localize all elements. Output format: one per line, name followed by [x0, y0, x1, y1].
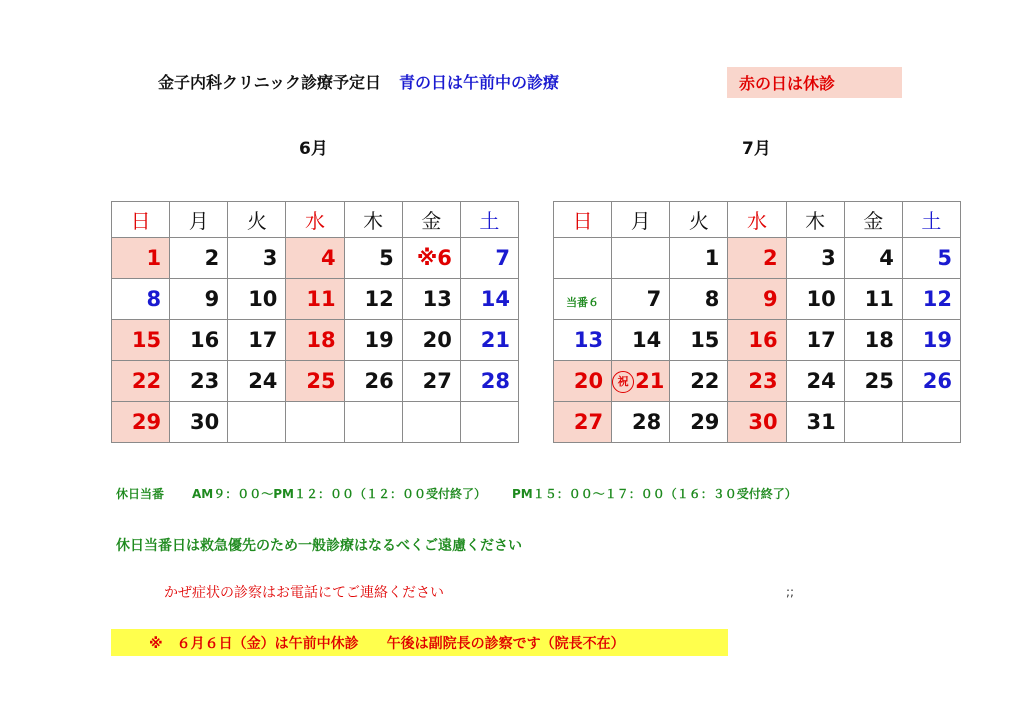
day-cell: 20 — [554, 361, 612, 402]
june-calendar — [111, 201, 519, 443]
weekday-sun: 日 — [554, 202, 612, 238]
day-cell: 4 — [286, 238, 344, 279]
day-cell-empty — [612, 238, 670, 279]
june6-highlight-box — [111, 629, 728, 656]
day-cell: 29 — [670, 402, 728, 443]
stray-semicolons: ;; — [786, 585, 795, 599]
day-cell: 22 — [112, 361, 170, 402]
day-cell: 26 — [902, 361, 960, 402]
july-week-5 — [554, 402, 961, 443]
cold-symptom-notice: かぜ症状の診察はお電話にてご連絡ください — [164, 585, 444, 601]
day-cell-empty — [554, 238, 612, 279]
day-cell-empty — [902, 402, 960, 443]
day-cell: 22 — [670, 361, 728, 402]
day-cell: 13 — [554, 320, 612, 361]
day-cell: 5 — [902, 238, 960, 279]
day-cell: 12 — [902, 279, 960, 320]
day-cell: 8 — [112, 279, 170, 320]
weekday-fri: 金 — [844, 202, 902, 238]
duty-am-hours: AM９：００～PM１２：００（１２：００受付終了） — [192, 487, 486, 501]
weekday-sat: 土 — [460, 202, 518, 238]
day-cell: 27 — [554, 402, 612, 443]
day-cell-empty — [228, 402, 286, 443]
day-cell: 1 — [112, 238, 170, 279]
day-cell: 10 — [786, 279, 844, 320]
day-cell: 30 — [728, 402, 786, 443]
weekday-tue: 火 — [670, 202, 728, 238]
day-cell: 19 — [902, 320, 960, 361]
day-cell-note — [402, 238, 460, 279]
duty-day-notice: 休日当番日は救急優先のため一般診療はなるべくご遠慮ください — [116, 538, 522, 554]
day-cell: 19 — [344, 320, 402, 361]
day-cell: 7 — [612, 279, 670, 320]
day-cell: 18 — [286, 320, 344, 361]
day-cell-empty — [402, 402, 460, 443]
day-cell: 29 — [112, 402, 170, 443]
day-cell: 28 — [460, 361, 518, 402]
july-calendar — [553, 201, 961, 443]
day-cell: 18 — [844, 320, 902, 361]
day-cell: 24 — [228, 361, 286, 402]
weekday-thu: 木 — [786, 202, 844, 238]
holiday-duty-hours — [116, 485, 797, 502]
day-cell: 10 — [228, 279, 286, 320]
june-title: 6月 — [299, 139, 328, 159]
day-cell: 11 — [844, 279, 902, 320]
day-cell: 14 — [612, 320, 670, 361]
day-cell: 28 — [612, 402, 670, 443]
day-cell: 30 — [170, 402, 228, 443]
june-week-1 — [112, 238, 519, 279]
red-day-note: 赤の日は休診 — [739, 74, 836, 93]
july-week-2 — [554, 279, 961, 320]
duty-pm-hours: PM１５：００～１７：００（１６：３０受付終了） — [511, 487, 797, 501]
weekday-thu: 木 — [344, 202, 402, 238]
weekday-sat: 土 — [902, 202, 960, 238]
day-cell-empty — [286, 402, 344, 443]
day-cell: 3 — [786, 238, 844, 279]
holiday-cell — [612, 361, 670, 402]
day-cell: 23 — [728, 361, 786, 402]
day-cell: 9 — [728, 279, 786, 320]
weekday-wed: 水 — [728, 202, 786, 238]
june-week-2 — [112, 279, 519, 320]
day-cell: 26 — [344, 361, 402, 402]
clinic-title: 金子内科クリニック診療予定日 — [158, 73, 382, 92]
day-21-value: 21 — [635, 369, 665, 393]
day-cell: 2 — [170, 238, 228, 279]
july-week-4 — [554, 361, 961, 402]
day-cell: 17 — [786, 320, 844, 361]
day-cell-empty — [344, 402, 402, 443]
day-cell: 24 — [786, 361, 844, 402]
day-cell: 16 — [170, 320, 228, 361]
blue-day-note: 青の日は午前中の診療 — [399, 73, 560, 92]
day-cell: 5 — [344, 238, 402, 279]
duty-label: 休日当番 — [116, 487, 165, 501]
duty-day-cell — [554, 279, 612, 320]
day-cell: 14 — [460, 279, 518, 320]
weekday-mon: 月 — [170, 202, 228, 238]
day-cell: 25 — [286, 361, 344, 402]
july-week-1 — [554, 238, 961, 279]
weekday-fri: 金 — [402, 202, 460, 238]
day-cell: 1 — [670, 238, 728, 279]
day-cell-empty — [844, 402, 902, 443]
weekday-wed: 水 — [286, 202, 344, 238]
day-cell: 12 — [344, 279, 402, 320]
page-header — [158, 70, 559, 93]
june-week-5 — [112, 402, 519, 443]
day-cell: 3 — [228, 238, 286, 279]
july-week-3 — [554, 320, 961, 361]
day-cell: 25 — [844, 361, 902, 402]
day-cell: 17 — [228, 320, 286, 361]
day-cell: 15 — [670, 320, 728, 361]
day-cell: 16 — [728, 320, 786, 361]
day-cell: 21 — [460, 320, 518, 361]
day-cell: 13 — [402, 279, 460, 320]
day-6-value: ※6 — [416, 246, 452, 270]
day-cell: 2 — [728, 238, 786, 279]
day-cell: 9 — [170, 279, 228, 320]
day-cell: 20 — [402, 320, 460, 361]
holiday-mark-icon: 祝 — [612, 371, 634, 393]
red-day-note-box — [727, 67, 902, 98]
duty-label-6: 当番６ — [566, 296, 600, 309]
day-cell: 4 — [844, 238, 902, 279]
day-cell: 11 — [286, 279, 344, 320]
weekday-sun: 日 — [112, 202, 170, 238]
july-title: 7月 — [742, 139, 771, 159]
day-cell: 27 — [402, 361, 460, 402]
weekday-mon: 月 — [612, 202, 670, 238]
day-cell: 23 — [170, 361, 228, 402]
day-cell-empty — [460, 402, 518, 443]
day-cell: 7 — [460, 238, 518, 279]
june6-notice: ※ ６月６日（金）は午前中休診 午後は副院長の診察です（院長不在） — [149, 636, 625, 652]
day-cell: 8 — [670, 279, 728, 320]
june-week-4 — [112, 361, 519, 402]
day-cell: 15 — [112, 320, 170, 361]
june-week-3 — [112, 320, 519, 361]
day-cell: 31 — [786, 402, 844, 443]
weekday-tue: 火 — [228, 202, 286, 238]
